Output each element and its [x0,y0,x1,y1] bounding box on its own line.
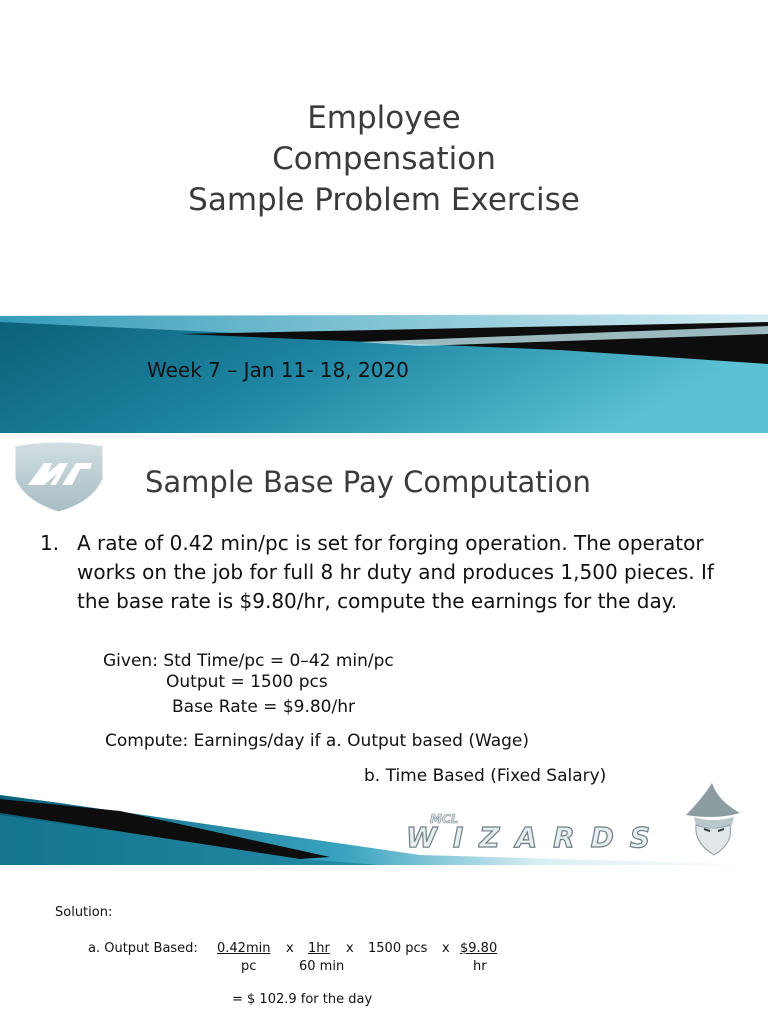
slide-heading: Sample Base Pay Computation [145,465,591,499]
part-a-label: a. Output Based: [88,941,198,956]
mcl-shield-icon [10,439,108,515]
problem-statement [40,529,740,616]
times-sign-2: x [346,941,354,956]
compute-line: Compute: Earnings/day if a. Output based (Wage) [105,731,529,751]
problem-number: 1. [40,531,60,555]
solution-result: = $ 102.9 for the day [232,992,373,1007]
fraction-2-denominator: 60 min [299,959,345,974]
title-line-1: Employee [307,100,461,136]
mcl-wizards-logo [400,809,658,853]
fraction-2-numerator: 1hr [308,941,330,956]
content-slide [0,433,768,865]
svg-text:MCL: MCL [430,812,459,826]
problem-text: A rate of 0.42 min/pc is set for forging operation. The operator works on the job for full 8 hr duty and produces 1,500 pieces. If the base rate is $9.80/hr, compute the earnings for the day. [77,531,714,613]
fraction-1-numerator: 0.42min [217,941,271,956]
given-base-rate: Base Rate = $9.80/hr [172,697,355,717]
solution-section [0,865,768,1024]
given-output: Output = 1500 pcs [166,672,328,692]
times-sign-3: x [442,941,450,956]
fraction-3-numerator: $9.80 [460,941,498,956]
times-sign-1: x [286,941,294,956]
wizard-mascot-icon [682,779,744,857]
slide-subtitle: Week 7 – Jan 11- 18, 2020 [147,358,409,382]
solution-label: Solution: [55,905,113,920]
fraction-1-denominator: pc [241,959,257,974]
given-std-time: Given: Std Time/pc = 0–42 min/pc [103,651,394,671]
pieces-quantity: 1500 pcs [368,941,428,956]
title-slide [0,0,768,433]
title-line-3: Sample Problem Exercise [188,182,580,218]
svg-text:WIZARDS: WIZARDS [406,821,650,853]
title-line-2: Compensation [272,141,496,177]
fraction-3-denominator: hr [473,959,487,974]
compute-b: b. Time Based (Fixed Salary) [364,766,607,786]
slide-title [0,98,768,221]
